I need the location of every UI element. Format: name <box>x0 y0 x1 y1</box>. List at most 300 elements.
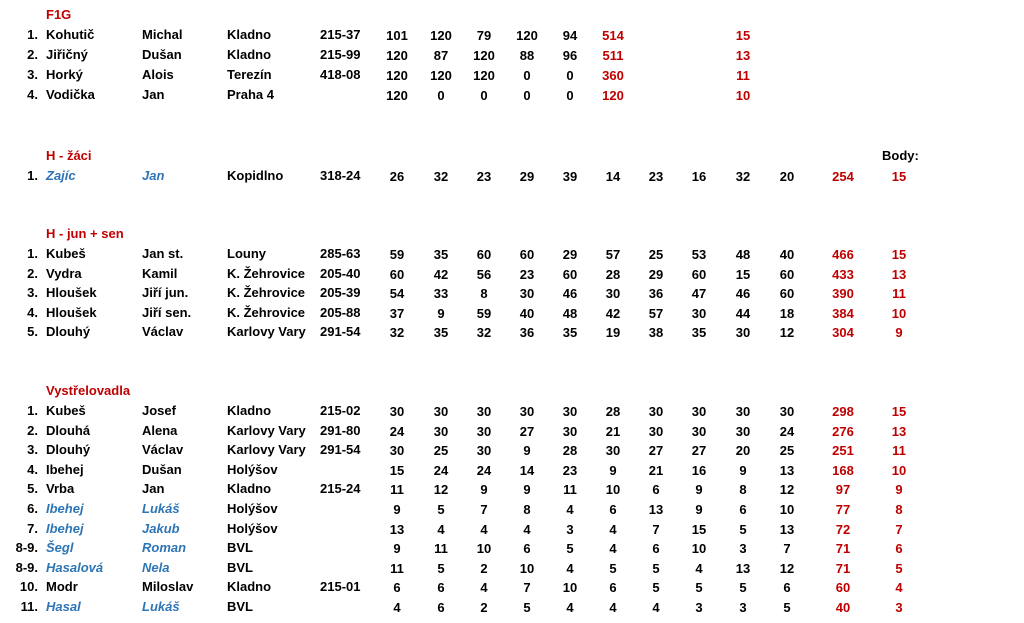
table-row <box>0 25 1024 44</box>
surname: Hloušek <box>46 285 97 300</box>
surname: Vodička <box>46 87 95 102</box>
club: Kladno <box>227 481 272 496</box>
round-score: 0 <box>523 68 531 83</box>
round-score: 16 <box>691 463 707 478</box>
given-name: Václav <box>142 324 184 339</box>
surname: Horký <box>46 67 83 82</box>
license-number: 291-80 <box>320 423 361 438</box>
round-score: 4 <box>480 580 488 595</box>
total-score: 251 <box>832 443 854 458</box>
round-score: 4 <box>652 600 660 615</box>
round-score: 30 <box>519 404 535 419</box>
round-score: 23 <box>648 169 664 184</box>
round-score: 6 <box>609 580 617 595</box>
surname: Dlouhá <box>46 423 91 438</box>
club: Karlovy Vary <box>227 324 306 339</box>
round-score: 53 <box>691 247 707 262</box>
club: Kladno <box>227 27 272 42</box>
club: Kladno <box>227 403 272 418</box>
surname: Vrba <box>46 481 75 496</box>
table-row <box>0 597 1024 616</box>
club: K. Žehrovice <box>227 266 306 281</box>
total-score: 254 <box>832 169 854 184</box>
given-name: Jan <box>142 481 165 496</box>
round-score: 120 <box>386 68 408 83</box>
license-number: 291-54 <box>320 442 361 457</box>
rank: 2. <box>27 266 38 281</box>
club: Kladno <box>227 47 272 62</box>
rank: 3. <box>27 67 38 82</box>
round-score: 23 <box>519 267 535 282</box>
round-score: 7 <box>652 522 660 537</box>
round-score: 5 <box>739 522 747 537</box>
round-score: 6 <box>437 580 445 595</box>
round-score: 30 <box>691 424 707 439</box>
given-name: Jan st. <box>142 246 184 261</box>
round-score: 14 <box>519 463 535 478</box>
round-score: 21 <box>648 463 664 478</box>
round-score: 11 <box>434 541 448 556</box>
round-score: 36 <box>519 325 535 340</box>
surname: Kubeš <box>46 246 86 261</box>
round-score: 57 <box>605 247 621 262</box>
round-score: 44 <box>735 306 751 321</box>
round-score: 10 <box>779 502 795 517</box>
round-score: 9 <box>393 541 401 556</box>
round-score: 7 <box>523 580 531 595</box>
round-score: 16 <box>691 169 707 184</box>
round-score: 13 <box>779 522 795 537</box>
round-score: 13 <box>648 502 664 517</box>
round-score: 39 <box>562 169 578 184</box>
points: 11 <box>892 286 906 301</box>
round-score: 120 <box>473 48 495 63</box>
round-score: 30 <box>735 404 751 419</box>
round-score: 9 <box>609 463 617 478</box>
rank: 5. <box>27 324 38 339</box>
points: 13 <box>735 48 751 63</box>
round-score: 20 <box>779 169 795 184</box>
round-score: 96 <box>562 48 578 63</box>
round-score: 12 <box>433 482 449 497</box>
round-score: 79 <box>476 28 492 43</box>
club: Holýšov <box>227 501 278 516</box>
surname: Zajíc <box>46 168 76 183</box>
round-score: 13 <box>389 522 405 537</box>
round-score: 88 <box>519 48 535 63</box>
points: 10 <box>891 306 907 321</box>
round-score: 59 <box>476 306 492 321</box>
club: Kopidlno <box>227 168 284 183</box>
round-score: 30 <box>476 424 492 439</box>
round-score: 120 <box>473 68 495 83</box>
table-row <box>0 538 1024 557</box>
round-score: 21 <box>605 424 621 439</box>
round-score: 4 <box>523 522 531 537</box>
section-title: Vystřelovadla <box>46 383 131 398</box>
given-name: Michal <box>142 27 183 42</box>
round-score: 101 <box>386 28 408 43</box>
points: 5 <box>895 561 903 576</box>
round-score: 0 <box>437 88 445 103</box>
round-score: 38 <box>648 325 664 340</box>
club: Kladno <box>227 579 272 594</box>
section-header <box>0 224 1024 243</box>
round-score: 60 <box>779 267 795 282</box>
round-score: 4 <box>437 522 445 537</box>
round-score: 3 <box>695 600 703 615</box>
round-score: 9 <box>523 443 531 458</box>
section-title: F1G <box>46 7 72 22</box>
round-score: 6 <box>609 502 617 517</box>
round-score: 9 <box>393 502 401 517</box>
round-score: 23 <box>476 169 492 184</box>
round-score: 30 <box>476 443 492 458</box>
round-score: 47 <box>691 286 707 301</box>
license-number: 285-63 <box>320 246 361 261</box>
total-score: 466 <box>832 247 854 262</box>
round-score: 6 <box>523 541 531 556</box>
round-score: 30 <box>433 404 449 419</box>
round-score: 30 <box>433 424 449 439</box>
total-score: 71 <box>835 541 851 556</box>
table-row <box>0 322 1024 341</box>
surname: Ibehej <box>46 501 84 516</box>
club: Holýšov <box>227 462 278 477</box>
total-score: 511 <box>602 48 624 63</box>
points: 13 <box>891 267 907 282</box>
points-column-label: Body: <box>882 148 919 163</box>
round-score: 120 <box>386 48 408 63</box>
club: BVL <box>227 540 253 555</box>
round-score: 6 <box>783 580 791 595</box>
surname: Ibehej <box>46 521 84 536</box>
round-score: 30 <box>605 443 621 458</box>
given-name: Jiří sen. <box>142 305 192 320</box>
round-score: 120 <box>516 28 538 43</box>
given-name: Dušan <box>142 47 182 62</box>
club: K. Žehrovice <box>227 285 306 300</box>
round-score: 4 <box>566 561 574 576</box>
round-score: 5 <box>609 561 617 576</box>
table-row <box>0 519 1024 538</box>
round-score: 4 <box>695 561 703 576</box>
surname: Modr <box>46 579 78 594</box>
points: 15 <box>891 404 907 419</box>
round-score: 6 <box>652 482 660 497</box>
round-score: 27 <box>691 443 707 458</box>
round-score: 120 <box>386 88 408 103</box>
total-score: 97 <box>835 482 851 497</box>
round-score: 30 <box>691 404 707 419</box>
round-score: 26 <box>389 169 405 184</box>
round-score: 18 <box>779 306 795 321</box>
section-header <box>0 381 1024 400</box>
rank: 3. <box>27 285 38 300</box>
points: 4 <box>895 580 903 595</box>
total-score: 390 <box>832 286 854 301</box>
round-score: 15 <box>735 267 751 282</box>
round-score: 5 <box>652 580 660 595</box>
license-number: 205-39 <box>320 285 361 300</box>
given-name: Jan <box>142 168 165 183</box>
license-number: 291-54 <box>320 324 361 339</box>
rank: 4. <box>27 462 38 477</box>
round-score: 12 <box>779 482 795 497</box>
round-score: 27 <box>519 424 535 439</box>
round-score: 35 <box>562 325 578 340</box>
round-score: 9 <box>480 482 488 497</box>
surname: Hloušek <box>46 305 97 320</box>
license-number: 318-24 <box>320 168 361 183</box>
round-score: 87 <box>433 48 449 63</box>
round-score: 42 <box>433 267 449 282</box>
round-score: 48 <box>562 306 578 321</box>
total-score: 72 <box>835 522 851 537</box>
round-score: 6 <box>393 580 401 595</box>
surname: Dlouhý <box>46 324 91 339</box>
surname: Dlouhý <box>46 442 91 457</box>
license-number: 215-24 <box>320 481 361 496</box>
club: BVL <box>227 599 253 614</box>
round-score: 3 <box>566 522 574 537</box>
round-score: 24 <box>433 463 449 478</box>
round-score: 32 <box>476 325 492 340</box>
given-name: Kamil <box>142 266 178 281</box>
table-row <box>0 283 1024 302</box>
round-score: 29 <box>648 267 664 282</box>
total-score: 77 <box>835 502 851 517</box>
round-score: 11 <box>390 561 404 576</box>
round-score: 5 <box>739 580 747 595</box>
rank: 2. <box>27 47 38 62</box>
surname: Šegl <box>46 540 74 555</box>
license-number: 215-99 <box>320 47 361 62</box>
round-score: 30 <box>389 404 405 419</box>
club: K. Žehrovice <box>227 305 306 320</box>
round-score: 9 <box>695 502 703 517</box>
table-row <box>0 264 1024 283</box>
round-score: 28 <box>605 267 621 282</box>
surname: Jiřičný <box>46 47 88 62</box>
license-number: 205-88 <box>320 305 361 320</box>
round-score: 94 <box>562 28 578 43</box>
round-score: 5 <box>695 580 703 595</box>
round-score: 28 <box>562 443 578 458</box>
license-number: 215-01 <box>320 579 361 594</box>
given-name: Roman <box>142 540 187 555</box>
total-score: 60 <box>835 580 851 595</box>
round-score: 5 <box>523 600 531 615</box>
round-score: 36 <box>648 286 664 301</box>
points: 15 <box>891 169 907 184</box>
round-score: 32 <box>389 325 405 340</box>
round-score: 56 <box>476 267 492 282</box>
surname: Hasal <box>46 599 81 614</box>
club: Karlovy Vary <box>227 423 306 438</box>
total-score: 384 <box>832 306 854 321</box>
round-score: 24 <box>389 424 405 439</box>
table-row <box>0 303 1024 322</box>
round-score: 4 <box>609 541 617 556</box>
rank: 1. <box>27 246 38 261</box>
section-header <box>0 5 1024 24</box>
round-score: 10 <box>691 541 707 556</box>
round-score: 27 <box>648 443 664 458</box>
round-score: 7 <box>783 541 791 556</box>
points: 15 <box>735 28 751 43</box>
round-score: 15 <box>691 522 707 537</box>
round-score: 30 <box>648 404 664 419</box>
round-score: 0 <box>480 88 488 103</box>
given-name: Jiří jun. <box>142 285 189 300</box>
round-score: 9 <box>437 306 445 321</box>
total-score: 71 <box>835 561 851 576</box>
round-score: 30 <box>605 286 621 301</box>
round-score: 120 <box>430 28 452 43</box>
table-row <box>0 577 1024 596</box>
license-number: 205-40 <box>320 266 361 281</box>
round-score: 30 <box>519 286 535 301</box>
surname: Vydra <box>46 266 82 281</box>
points: 8 <box>895 502 903 517</box>
table-row <box>0 401 1024 420</box>
round-score: 35 <box>433 325 449 340</box>
round-score: 2 <box>480 561 488 576</box>
points: 10 <box>891 463 907 478</box>
club: Holýšov <box>227 521 278 536</box>
given-name: Alena <box>142 423 178 438</box>
round-score: 12 <box>779 325 795 340</box>
round-score: 0 <box>566 68 574 83</box>
round-score: 28 <box>605 404 621 419</box>
round-score: 5 <box>783 600 791 615</box>
round-score: 40 <box>779 247 795 262</box>
rank: 5. <box>27 481 38 496</box>
round-score: 30 <box>779 404 795 419</box>
round-score: 30 <box>476 404 492 419</box>
round-score: 10 <box>519 561 535 576</box>
round-score: 11 <box>390 482 404 497</box>
round-score: 24 <box>779 424 795 439</box>
round-score: 15 <box>389 463 405 478</box>
table-row <box>0 558 1024 577</box>
rank: 1. <box>27 168 38 183</box>
round-score: 4 <box>566 502 574 517</box>
round-score: 10 <box>476 541 492 556</box>
round-score: 20 <box>735 443 751 458</box>
round-score: 9 <box>739 463 747 478</box>
points: 13 <box>891 424 907 439</box>
round-score: 13 <box>735 561 751 576</box>
round-score: 25 <box>779 443 795 458</box>
given-name: Nela <box>142 560 170 575</box>
round-score: 60 <box>519 247 535 262</box>
club: Terezín <box>227 67 272 82</box>
club: BVL <box>227 560 253 575</box>
round-score: 29 <box>562 247 578 262</box>
round-score: 9 <box>523 482 531 497</box>
round-score: 29 <box>519 169 535 184</box>
round-score: 8 <box>480 286 488 301</box>
total-score: 298 <box>832 404 854 419</box>
round-score: 32 <box>433 169 449 184</box>
round-score: 25 <box>433 443 449 458</box>
table-row <box>0 440 1024 459</box>
given-name: Alois <box>142 67 174 82</box>
round-score: 4 <box>393 600 401 615</box>
round-score: 0 <box>566 88 574 103</box>
club: Louny <box>227 246 266 261</box>
round-score: 6 <box>437 600 445 615</box>
round-score: 54 <box>389 286 405 301</box>
rank: 1. <box>27 403 38 418</box>
round-score: 30 <box>648 424 664 439</box>
round-score: 7 <box>480 502 488 517</box>
round-score: 60 <box>779 286 795 301</box>
points: 11 <box>736 68 750 83</box>
table-row <box>0 421 1024 440</box>
table-row <box>0 499 1024 518</box>
total-score: 514 <box>602 28 624 43</box>
round-score: 46 <box>735 286 751 301</box>
given-name: Josef <box>142 403 176 418</box>
club: Praha 4 <box>227 87 274 102</box>
round-score: 42 <box>605 306 621 321</box>
points: 11 <box>892 443 906 458</box>
points: 9 <box>895 325 903 340</box>
round-score: 2 <box>480 600 488 615</box>
round-score: 3 <box>739 600 747 615</box>
total-score: 360 <box>602 68 624 83</box>
rank: 3. <box>27 442 38 457</box>
round-score: 46 <box>562 286 578 301</box>
round-score: 3 <box>739 541 747 556</box>
round-score: 25 <box>648 247 664 262</box>
round-score: 4 <box>609 522 617 537</box>
round-score: 5 <box>437 502 445 517</box>
round-score: 10 <box>605 482 621 497</box>
round-score: 8 <box>523 502 531 517</box>
round-score: 40 <box>519 306 535 321</box>
round-score: 0 <box>523 88 531 103</box>
table-row <box>0 166 1024 185</box>
given-name: Jan <box>142 87 165 102</box>
total-score: 120 <box>602 88 624 103</box>
points: 15 <box>891 247 907 262</box>
round-score: 14 <box>605 169 621 184</box>
round-score: 57 <box>648 306 664 321</box>
surname: Kohutič <box>46 27 95 42</box>
club: Karlovy Vary <box>227 442 306 457</box>
total-score: 276 <box>832 424 854 439</box>
rank: 4. <box>27 305 38 320</box>
license-number: 418-08 <box>320 67 361 82</box>
round-score: 11 <box>563 482 577 497</box>
table-row <box>0 244 1024 263</box>
round-score: 8 <box>739 482 747 497</box>
round-score: 23 <box>562 463 578 478</box>
total-score: 168 <box>832 463 854 478</box>
round-score: 60 <box>476 247 492 262</box>
given-name: Miloslav <box>142 579 194 594</box>
points: 6 <box>895 541 903 556</box>
section-header <box>0 146 1024 165</box>
round-score: 30 <box>735 424 751 439</box>
points: 3 <box>895 600 903 615</box>
table-row <box>0 65 1024 84</box>
round-score: 48 <box>735 247 751 262</box>
